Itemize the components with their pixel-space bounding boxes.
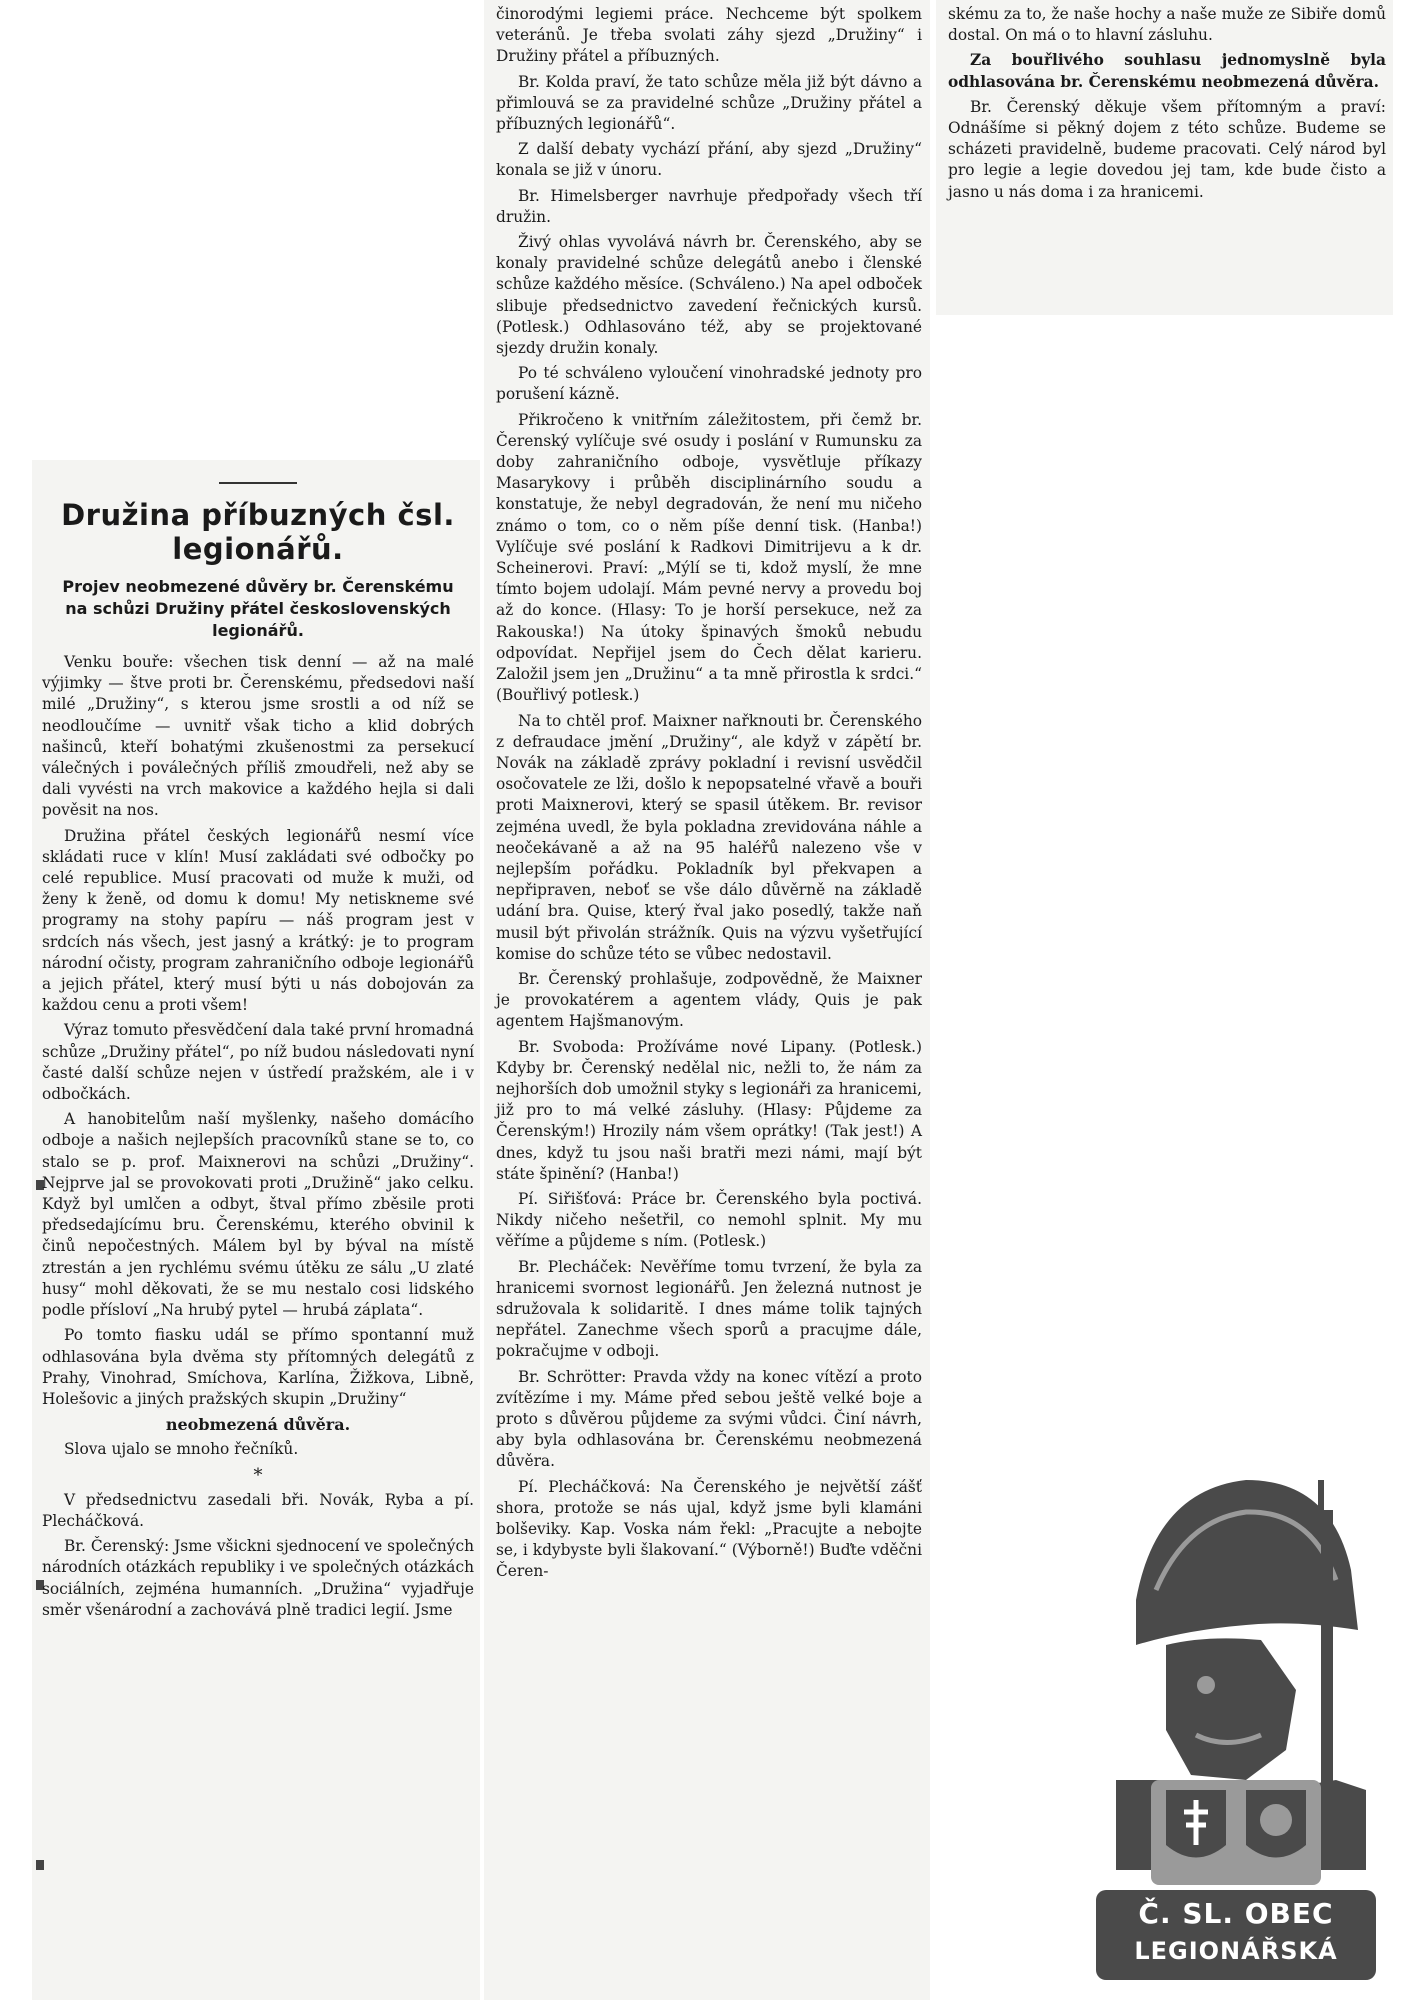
- paragraph: Br. Svoboda: Prožíváme nové Lipany. (Potlesk.) Kdyby br. Čerenský nedělal nic, nežli to, že nám za nejhorších dob umožnil styky s legionáři za hranicemi, již pro to má velké zásluhy. (Hlasy: Půjdeme za Čerenským!) Hrozily nám všem oprátky! (Tak jest!) A dnes, když tu jsou naši bratři mezi námi, mají být státe špinění? (Hanba!): [496, 1037, 922, 1183]
- article-subheadline: Projev neobmezené důvěry br. Čerenskému na schůzi Družiny přátel československých legionářů.: [62, 577, 454, 640]
- article-column-2: [484, 0, 930, 2000]
- paragraph: V předsednictvu zasedali bři. Novák, Ryba a pí. Plecháčková.: [42, 1490, 474, 1530]
- paragraph: Na to chtěl prof. Maixner nařknouti br. Čerenského z defraudace jmění „Družiny“, ale když v zápětí br. Novák na základě zprávy pokladní i revisní usvědčil osočovatele ze lži, došlo k nepopsatelné vřavě a bouři proti Maixnerovi, který se spasil útěkem. Br. revisor zejména uvedl, že byla pokladna zrevidována náhle a neočekávaně a až na 95 haléřů nalezeno vše v nejlepším pořádku. Pokladník byl překvapen a nepřipraven, neboť se vše dálo důvěrně na základě udání bra. Quise, který řval jako posedlý, takže naň musil být přivolán strážník. Quis na výzvu vyšetřující komise do schůze této se vůbec nedostavil.: [496, 711, 922, 963]
- paragraph: skému za to, že naše hochy a naše muže ze Sibiře domů dostal. On má o to hlavní zásluhu.: [948, 5, 1386, 45]
- paragraph: Br. Kolda praví, že tato schůze měla již být dávno a přimlouvá se za pravidelné schůze „Družiny přátel a příbuzných legionářů“.: [496, 72, 922, 134]
- paragraph: Pí. Siřišťová: Práce br. Čerenského byla poctivá. Nikdy ničeho nešetřil, co nemohl splnit. My mu věříme a půjdeme s ním. (Potlesk.): [496, 1189, 922, 1251]
- emblem-text-line1: Č. SL. OBEC: [1138, 1897, 1334, 1930]
- column-text: [948, 4, 1386, 207]
- paragraph: Br. Čerenský prohlašuje, zodpovědně, že Maixner je provokatérem a agentem vlády, Quis je pak agentem Hajšmanovým.: [496, 969, 922, 1031]
- paragraph: Výraz tomuto přesvědčení dala také první hromadná schůze „Družiny přátel“, po níž budou následovati nyní časté další schůze nejen v ústředí pražském, ale i v odbočkách.: [42, 1021, 474, 1104]
- paragraph: Br. Čerenský: Jsme všickni sjednocení ve společných národních otázkách republiky i ve společných otázkách sociálních, zejména humanních. „Družina“ vyjadřuje směr všenárodní a zachovává plně tradici legií. Jsme: [42, 1537, 474, 1619]
- paragraph: A hanobitelům naší myšlenky, našeho domácího odboje a našich nejlepších pracovníků stane se to, co stalo se p. prof. Maixnerovi na schůzi „Družiny“. Nejprve jal se provokovati proti „Družině“ jako celku. Když byl umlčen a odbyt, štval přímo zběsile proti předsedajícímu bru. Čerenskému, kterého obvinil k činů nepočestných. Málem byl by býval na místě ztrestán a jen rychlému svému útěku ze sálu „U zlaté husy“ mohl děkovati, že se mu nestalo cosi lidského podle přísloví „Na hrubý pytel — hrubá záplata“.: [42, 1110, 474, 1320]
- article-column-1: [32, 460, 480, 2000]
- paragraph: Br. Himelsberger navrhuje předpořady všech tří družin.: [496, 186, 922, 226]
- paragraph: Družina přátel českých legionářů nesmí více skládati ruce v klín! Musí zakládati své odbočky po celé republice. Musí pracovati od muže k muži, od ženy k ženě, od domu k domu! My netiskneme své programy na stohy papíru — náš program jest v srdcích nás všech, jest jasný a krátký: je to program národní očisty, program zahraničního odboje legionářů a jejich přátel, který musí býti u nás dobojován za každou cenu a proti všem!: [42, 826, 474, 1015]
- paragraph: Venku bouře: všechen tisk denní — až na malé výjimky — štve proti br. Čerenskému, předsedovi naší milé „Družiny“, s kterou jsme srostli a od níž se neodloučíme — uvnitř však ticho a klid dobrých našinců, kteří bohatými zkušenostmi za persekucí válečných i poválečných příliš zmoudřeli, než aby se dali vyvésti na vrch makovice a každého hejla si dali pověsit na nos.: [42, 653, 474, 820]
- column-text: [42, 482, 474, 1625]
- centered-phrase: neobmezená důvěra.: [165, 1415, 351, 1435]
- paragraph: Po tomto fiasku udál se přímo spontanní muž odhlasována byla dvěma sty přítomných delegátů z Prahy, Vinohrad, Smíchova, Karlína, Žižkova, Libně, Holešovic a jiných pražských skupin „Družiny“: [42, 1326, 474, 1408]
- paragraph: Živý ohlas vyvolává návrh br. Čerenského, aby se konaly pravidelné schůze delegátů anebo i členské schůze každého měsíce. (Schváleno.) Na apel odboček slibuje předsednictvo zavedení řečnických kursů. (Potlesk.) Odhlasováno též, aby se projektované sjezdy družin konaly.: [496, 233, 922, 358]
- paragraph: Přikročeno k vnitřním záležitostem, při čemž br. Čerenský vylíčuje své osudy i poslání v Rumunsku za doby zahraničního odboje, vysvětluje příkazy Masarykovy i průběh disciplinárního soudu a konstatuje, že nebyl degradován, že není mu ničeho známo o tom, co o něm píše denní tisk. (Hanba!) Vylíčuje své poslání k Radkovi Dimitrijevu a k dr. Scheinerovi. Praví: „Mýlí se ti, kdož myslí, že mne tímto bojem udolají. Mám pevné nervy a provedu boj až do konce. (Hlasy: To je horší persekuce, než za Rakouska!) Na útoky špinavých šmoků nebudu odpovídat. Nepřijel jsem do Čech dělat karieru. Založil jsem jen „Družinu“ a ta mně přirostla k srdci.“ (Bouřlivý potlesk.): [496, 410, 922, 705]
- paragraph: Z další debaty vychází přání, aby sjezd „Družiny“ konala se již v únoru.: [496, 140, 922, 180]
- legion-emblem: [1096, 1450, 1376, 1980]
- paragraph: Po té schváleno vyloučení vinohradské jednoty pro porušení kázně.: [496, 364, 922, 404]
- section-star: *: [253, 1464, 263, 1486]
- margin-mark: [36, 1860, 44, 1870]
- separator-line: [219, 482, 297, 484]
- paragraph: Br. Čerenský děkuje všem přítomným a praví: Odnášíme si pěkný dojem z této schůze. Budeme se scházeti pravidelně, budeme pracovati. Celý národ byl pro legie a legie dovedou jej tam, kde bude čisto a jasno u nás doma i za hranicemi.: [948, 97, 1386, 201]
- article-headline: Družina příbuzných čsl. legionářů.: [61, 498, 455, 566]
- paragraph: Br. Plecháček: Nevěříme tomu tvrzení, že byla za hranicemi svornost legionářů. Jen železná nutnost je sdružovala k solidaritě. I dnes máme tolik tajných nepřátel. Zanechme všech sporů a pracujme dále, pokračujme v odboji.: [496, 1257, 922, 1361]
- paragraph: Za bouřlivého souhlasu jednomyslně byla odhlasována br. Čerenskému neobmezená důvěra.: [948, 51, 1386, 91]
- column-text: [496, 4, 922, 1587]
- paragraph: Pí. Plecháčková: Na Čerenského je největší zášť shora, protože se nás ujal, když jsme byli klamáni bolševiky. Kap. Voska nám řekl: „Pracujte a nebojte se, i kdybyste byli šlakovaní.“ (Výborně!) Buďte vděčni Čeren-: [496, 1477, 922, 1581]
- emblem-text-line2: LEGIONÁŘSKÁ: [1134, 1937, 1338, 1965]
- paragraph: činorodými legiemi práce. Nechceme být spolkem veteránů. Je třeba svolati záhy sjezd „Družiny“ i Družiny přátel a příbuzných.: [496, 5, 922, 66]
- paragraph: Slova ujalo se mnoho řečníků.: [64, 1440, 299, 1459]
- paragraph: Br. Schrötter: Pravda vždy na konec vítězí a proto zvítězíme i my. Máme před sebou ještě velké boje a proto s důvěrou půjdeme za svými vůdci. Činí návrh, aby byla odhlasována br. Čerenskému neobmezená důvěra.: [496, 1367, 922, 1471]
- article-column-3: [936, 0, 1393, 315]
